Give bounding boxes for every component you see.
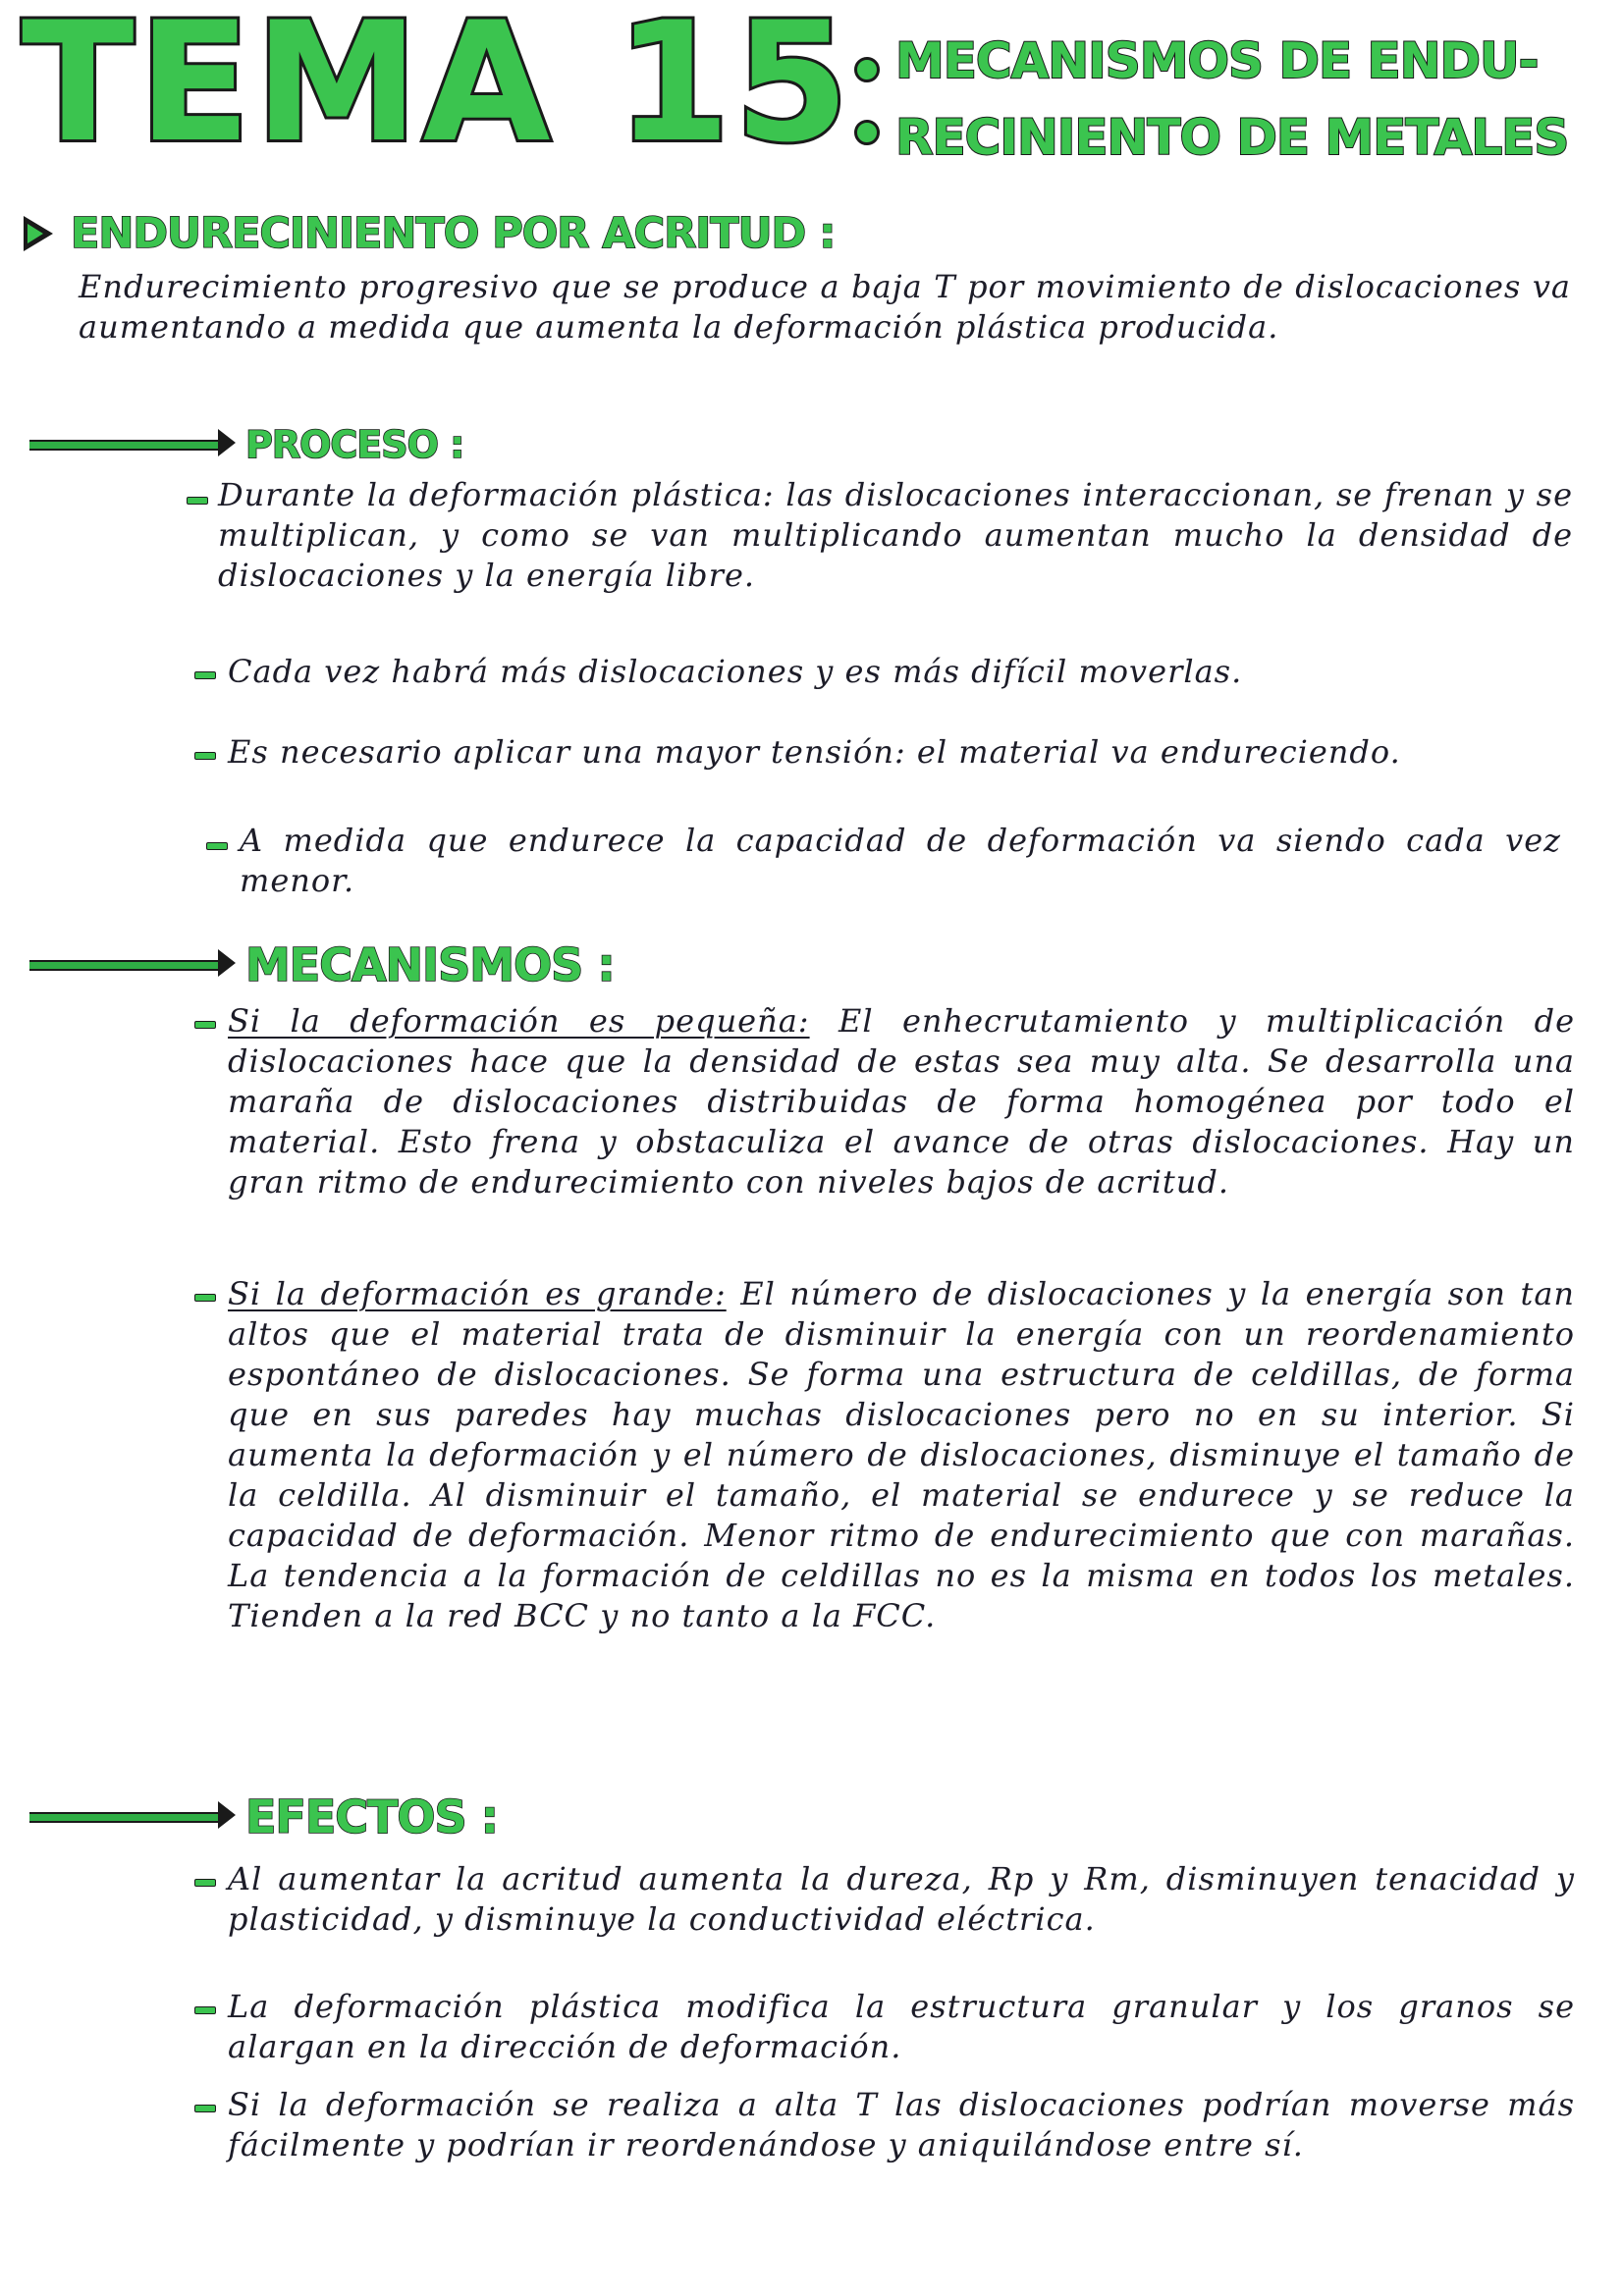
proceso-item: Cada vez habrá más dislocaciones y es más difícil moverlas. [228, 653, 1243, 690]
proceso-heading [29, 420, 463, 469]
page-title: TEMA 15 [22, 0, 853, 179]
arrow-icon [29, 1812, 222, 1823]
proceso-heading-text: PROCESO : [245, 423, 464, 466]
mecanismos-item-large [228, 1274, 1575, 1636]
dash-bullet-icon [194, 752, 216, 760]
dash-bullet-icon [194, 2105, 216, 2112]
mecanismos-item2-text: El número de dislocaciones y la energía son tan altos que el material trata de disminuir la energía con un reordenamiento espontáneo de dislocaciones. Se forma una estructura de celdillas, de forma que en sus paredes hay muchas dislocaciones pero no en su interior. Si aumenta la deformación y el número de dislocaciones, disminuye el tamaño de la celdilla. Al disminuir el tamaño, el material se endurece y se reduce la capacidad de deformación. Menor ritmo de endurecimiento que con marañas. La tendencia a la formación de celdillas no es la misma en todos los metales. Tienden a la red BCC y no tanto a la FCC. [228, 1275, 1575, 1634]
mecanismos-heading-text: MECANISMOS : [245, 938, 615, 991]
proceso-item: Es necesario aplicar una mayor tensión: el material va endureciendo. [228, 733, 1401, 771]
dash-bullet-icon [194, 1294, 216, 1302]
efectos-item: Al aumentar la acritud aumenta la dureza, Rp y Rm, disminuyen tenacidad y plasticidad, y disminuye la conductividad eléctrica. [228, 1860, 1575, 1938]
mecanismos-item-small [228, 1001, 1575, 1202]
dash-bullet-icon [187, 497, 208, 505]
triangle-bullet-icon [24, 216, 53, 251]
mecanismos-heading [29, 940, 615, 989]
title-subtitle-line2: RECINIENTO DE METALES [895, 109, 1569, 166]
dash-bullet-icon [194, 1021, 216, 1029]
efectos-heading [29, 1792, 498, 1842]
title-colon-icon [854, 49, 878, 157]
dash-bullet-icon [194, 671, 216, 679]
arrow-icon [29, 440, 222, 451]
dash-bullet-icon [206, 842, 228, 850]
efectos-heading-text: EFECTOS : [245, 1790, 499, 1843]
mecanismos-item2-lead: Si la deformación es grande: [228, 1275, 727, 1312]
intro-paragraph: Endurecimiento progresivo que se produce a baja T por movimiento de dislocaciones va aumentando a medida que aumenta la deformación plástica producida. [79, 268, 1571, 346]
efectos-item: Si la deformación se realiza a alta T las dislocaciones podrían moverse más fácilmente y podrían ir reordenándose y aniquilándose entre sí. [228, 2086, 1575, 2163]
efectos-item: La deformación plástica modifica la estructura granular y los granos se alargan en la dirección de deformación. [228, 1988, 1575, 2065]
dash-bullet-icon [194, 2006, 216, 2014]
mecanismos-item1-lead: Si la deformación es pequeña: [228, 1002, 810, 1040]
proceso-item: A medida que endurece la capacidad de deformación va siendo cada vez menor. [240, 822, 1561, 899]
section-heading-text: ENDURECINIENTO POR ACRITUD : [71, 209, 836, 258]
section-heading [24, 206, 835, 261]
proceso-item: Durante la deformación plástica: las dislocaciones interaccionan, se frenan y se multiplican, y como se van multiplicando aumentan mucho la densidad de dislocaciones y la energía libre. [218, 476, 1573, 594]
arrow-icon [29, 960, 222, 971]
dash-bullet-icon [194, 1879, 216, 1887]
mecanismos-item1-text: El enhecrutamiento y multiplicación de dislocaciones hace que la densidad de estas sea muy alta. Se desarrolla una maraña de dislocaciones distribuidas de forma homogénea por todo el material. Esto frena y obstaculiza el avance de otras dislocaciones. Hay un gran ritmo de endurecimiento con niveles bajos de acritud. [228, 1002, 1576, 1201]
title-subtitle-line1: MECANISMOS DE ENDU- [895, 32, 1539, 89]
